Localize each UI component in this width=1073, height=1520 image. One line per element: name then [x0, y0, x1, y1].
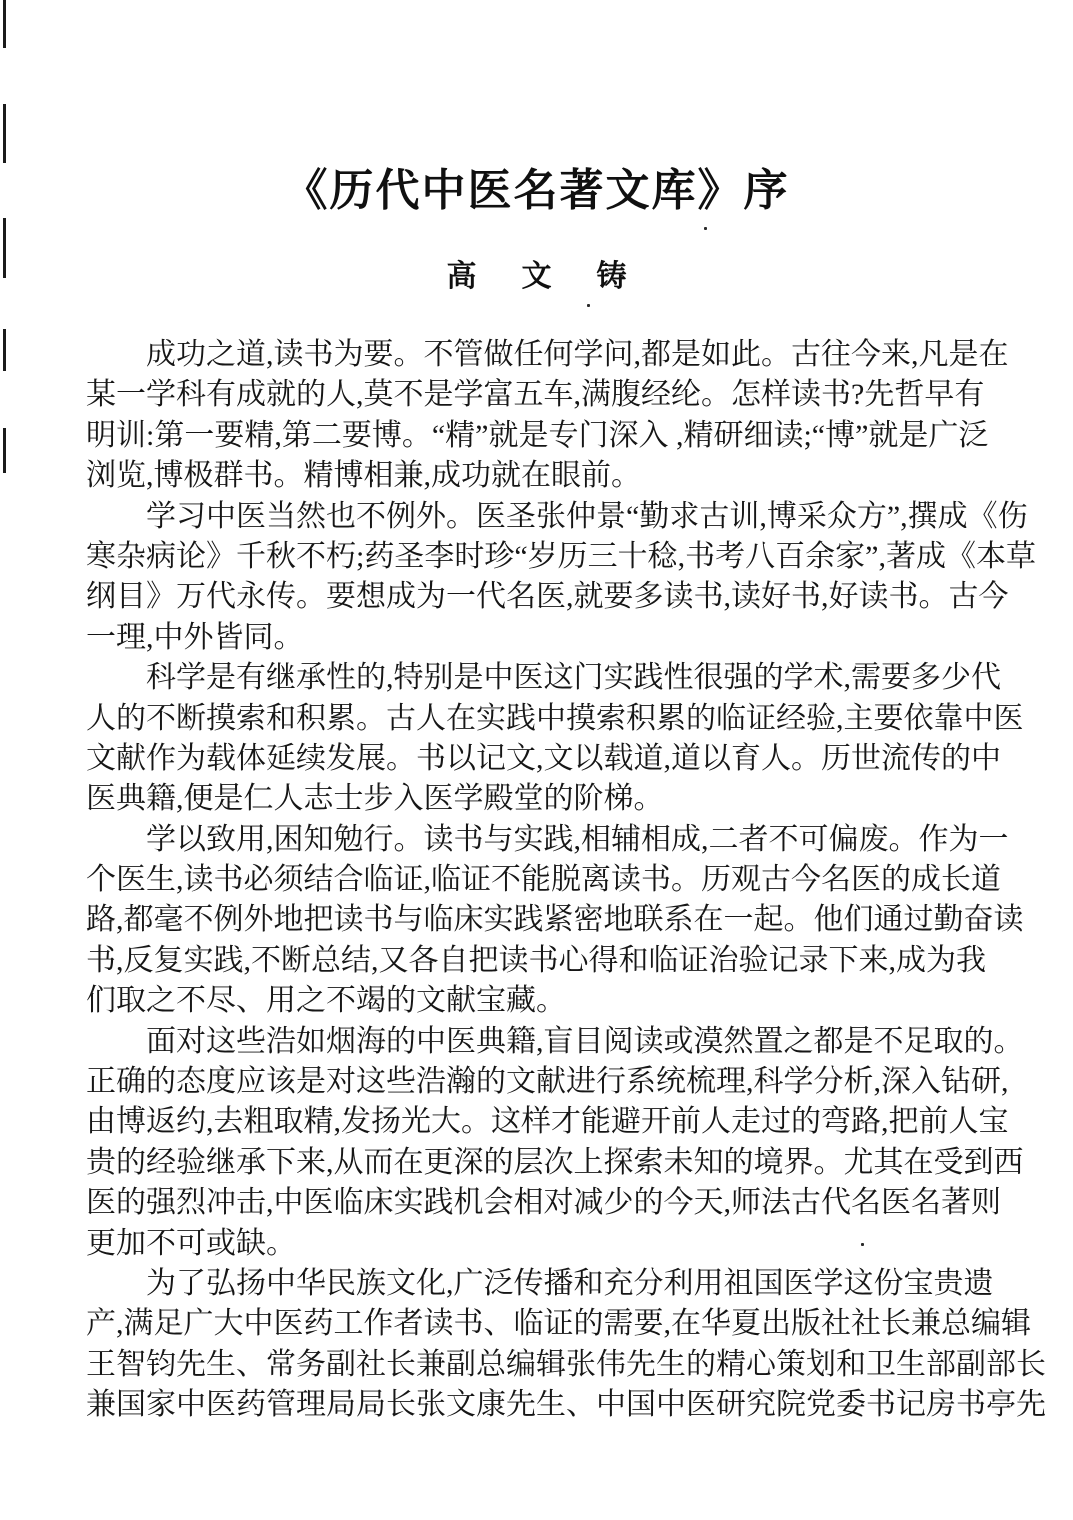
text-line: 寒杂病论》千秋不朽;药圣李时珍“岁历三十稔,书考八百余家”,著成《本草 [86, 539, 1036, 573]
text-line: 路,都毫不例外地把读书与临床实践紧密地联系在一起。他们通过勤奋读 [86, 903, 1024, 937]
scan-edge-mark [3, 428, 6, 473]
paragraph [86, 497, 1036, 659]
text-line: 成功之道,读书为要。不管做任何学问,都是如此。古往今来,凡是在 [146, 338, 1009, 371]
text-line: 更加不可或缺。 [86, 1226, 296, 1260]
text-line: 产,满足广大中医药工作者读书、临证的需要,在华夏出版社社长兼总编辑 [86, 1307, 1031, 1341]
text-line: 王智钧先生、常务副社长兼副总编辑张伟先生的精心策划和卫生部副部长 [86, 1347, 1046, 1381]
text-line: 兼国家中医药管理局局长张文康先生、中国中医研究院党委书记房书亭先 [86, 1388, 1046, 1422]
author-name: 高 文 铸 [446, 260, 634, 293]
text-line: 医典籍,便是仁人志士步入医学殿堂的阶梯。 [86, 782, 664, 816]
paragraph [86, 658, 1024, 820]
paragraph [86, 335, 1009, 497]
scan-speck [704, 227, 707, 230]
text-line: 学习中医当然也不例外。医圣张仲景“勤求古训,博采众方”,撰成《伤 [146, 499, 1028, 533]
text-line: 文献作为载体延续发展。书以记文,文以载道,道以育人。历世流传的中 [86, 741, 1001, 775]
paragraph [86, 1264, 1046, 1426]
text-line: 科学是有继承性的,特别是中医这门实践性很强的学术,需要多少代 [146, 661, 1001, 695]
text-line: 一理,中外皆同。 [86, 620, 304, 654]
text-line: 正确的态度应该是对这些浩瀚的文献进行系统梳理,科学分析,深入钻研, [86, 1065, 1009, 1099]
paragraph [86, 1022, 1024, 1264]
text-line: 面对这些浩如烟海的中医典籍,盲目阅读或漠然置之都是不足取的。 [146, 1024, 1024, 1058]
scan-speck [587, 304, 590, 307]
text-line: 人的不断摸索和积累。古人在实践中摸索积累的临证经验,主要依靠中医 [86, 701, 1024, 735]
text-line: 医的强烈冲击,中医临床实践机会相对减少的今天,师法古代名医名著则 [86, 1186, 1001, 1220]
text-line: 为了弘扬中华民族文化,广泛传播和充分利用祖国医学这份宝贵遗 [146, 1266, 994, 1300]
text-line: 学以致用,困知勉行。读书与实践,相辅相成,二者不可偏废。作为一 [146, 822, 1009, 856]
text-line: 书,反复实践,不断总结,又各自把读书心得和临证治验记录下来,成为我 [86, 943, 986, 977]
text-line: 明训:第一要精,第二要博。“精”就是专门深入 ,精研细读;“博”就是广泛 [86, 418, 989, 452]
text-line: 个医生,读书必须结合临证,临证不能脱离读书。历观古今名医的成长道 [86, 863, 1001, 897]
text-line: 们取之不尽、用之不竭的文献宝藏。 [86, 984, 566, 1018]
document-title: 《历代中医名著文库》序 [283, 166, 790, 215]
body-text [86, 335, 1046, 1426]
scan-edge-mark [3, 329, 6, 371]
text-line: 浏览,博极群书。精博相兼,成功就在眼前。 [86, 459, 641, 493]
text-line: 由博返约,去粗取精,发扬光大。这样才能避开前人走过的弯路,把前人宝 [86, 1105, 1009, 1139]
text-line: 纲目》万代永传。要想成为一代名医,就要多读书,读好书,好读书。古今 [86, 580, 1009, 614]
text-line: 某一学科有成就的人,莫不是学富五车,满腹经纶。怎样读书?先哲早有 [86, 378, 985, 412]
scan-edge-mark [3, 0, 6, 48]
text-line: 贵的经验继承下来,从而在更深的层次上探索未知的境界。尤其在受到西 [86, 1145, 1024, 1179]
scan-edge-mark [3, 104, 6, 163]
paragraph [86, 820, 1024, 1022]
